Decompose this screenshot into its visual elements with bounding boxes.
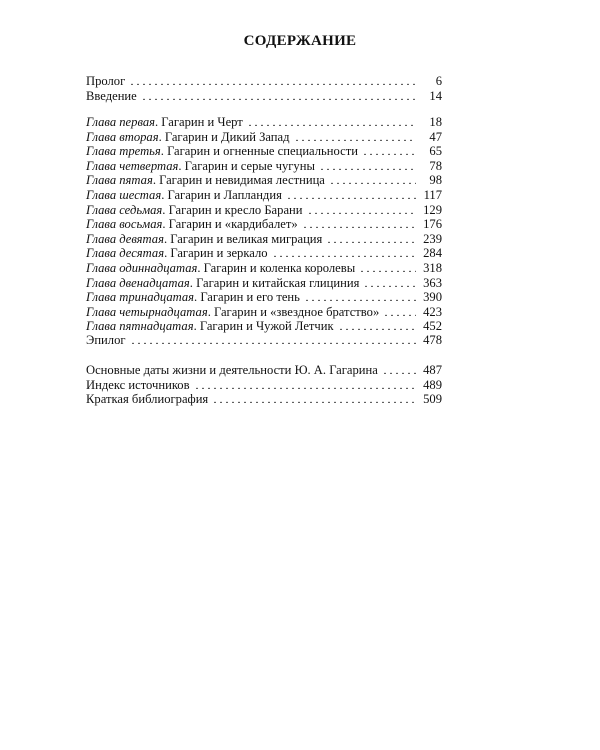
toc-entry-epilogue — [86, 333, 442, 348]
entry-title: Глава одиннадцатая. Гагарин и коленка королевы — [86, 260, 356, 275]
chapter-prefix: Глава первая — [86, 115, 155, 129]
leader-dots — [363, 277, 416, 287]
toc-entry-prologue — [86, 74, 442, 89]
entry-title: Глава восьмая. Гагарин и «кардибалет» — [86, 217, 298, 232]
entry-title: Глава первая. Гагарин и Черт — [86, 115, 243, 129]
leader-dots — [307, 204, 416, 214]
entry-title: Глава тринадцатая. Гагарин и его тень — [86, 290, 300, 305]
entry-title: Основные даты жизни и деятельности Ю. А. Гагарина — [86, 363, 378, 377]
chapter-prefix: Глава вторая — [86, 129, 159, 144]
entry-title: Глава седьмая. Гагарин и кресло Барани — [86, 202, 303, 217]
entry-title: Глава девятая. Гагарин и великая миграция — [86, 231, 323, 246]
leader-dots — [338, 320, 416, 330]
chapter-title: Гагарин и Дикий Запад — [164, 129, 290, 144]
toc-entry-dates — [86, 363, 442, 378]
entry-title: Индекс источников — [86, 377, 190, 392]
chapter-title: Гагарин и Чужой Летчик — [199, 319, 334, 334]
entry-page: 18 — [429, 115, 442, 129]
toc-entry-bibliography — [86, 392, 442, 407]
entry-page: 98 — [429, 173, 442, 188]
chapter-title: Гагарин и зеркало — [170, 246, 268, 261]
chapter-prefix: Глава десятая — [86, 246, 165, 261]
chapter-prefix: Глава третья — [86, 144, 161, 159]
chapter-title: Гагарин и его тень — [200, 290, 300, 305]
entry-title: Глава третья. Гагарин и огненные специальности — [86, 144, 358, 159]
toc-entry-chapter-9 — [86, 232, 442, 247]
leader-dots — [247, 116, 416, 126]
toc-entry-chapter-3 — [86, 144, 442, 159]
leader-dots — [383, 306, 416, 316]
chapter-title: Гагарин и коленка королевы — [203, 260, 356, 275]
leader-dots — [129, 75, 416, 85]
leader-dots — [304, 291, 416, 301]
entry-page: 423 — [423, 304, 442, 319]
chapter-prefix: Глава четырнадцатая — [86, 304, 208, 319]
toc-entry-chapter-8 — [86, 217, 442, 232]
leader-dots — [294, 131, 416, 141]
leader-dots — [382, 364, 416, 374]
chapter-prefix: Глава девятая — [86, 231, 164, 246]
toc-entry-chapter-14 — [86, 305, 442, 320]
chapter-prefix: Глава шестая — [86, 187, 162, 202]
chapter-title: Гагарин и китайская глициния — [196, 275, 360, 290]
chapter-prefix: Глава пятая — [86, 173, 153, 188]
leader-dots — [329, 174, 416, 184]
toc-entry-source-index — [86, 378, 442, 393]
chapter-title: Гагарин и великая миграция — [170, 231, 323, 246]
entry-title: Краткая библиография — [86, 392, 209, 407]
entry-title: Глава вторая. Гагарин и Дикий Запад — [86, 129, 290, 144]
entry-page: 363 — [423, 275, 442, 290]
entry-title: Глава двенадцатая. Гагарин и китайская глициния — [86, 275, 360, 290]
toc-entry-introduction — [86, 89, 442, 104]
entry-page: 129 — [423, 202, 442, 217]
entry-page: 284 — [423, 246, 442, 261]
entry-title: Глава четырнадцатая. Гагарин и «звездное братство» — [86, 304, 380, 319]
leader-dots — [130, 334, 416, 344]
entry-page: 509 — [423, 392, 442, 407]
entry-page: 78 — [429, 158, 442, 173]
leader-dots — [319, 160, 416, 170]
entry-title: Глава четвертая. Гагарин и серые чугуны — [86, 158, 315, 173]
chapter-title: Гагарин и Лапландия — [167, 187, 282, 202]
toc-epilogue — [86, 333, 442, 348]
toc-entry-chapter-4 — [86, 159, 442, 174]
toc-entry-chapter-12 — [86, 276, 442, 291]
entry-page: 487 — [423, 363, 442, 377]
chapter-title: Гагарин и серые чугуны — [184, 158, 315, 173]
leader-dots — [212, 393, 416, 403]
entry-page: 65 — [429, 144, 442, 159]
entry-page: 452 — [423, 319, 442, 334]
chapter-title: Гагарин и огненные специальности — [167, 144, 358, 159]
toc-entry-chapter-15 — [86, 319, 442, 334]
leader-dots — [141, 90, 416, 100]
leader-dots — [272, 247, 416, 257]
toc-entry-chapter-11 — [86, 261, 442, 276]
entry-page: 14 — [429, 88, 442, 103]
entry-page: 390 — [423, 290, 442, 305]
entry-title: Пролог — [86, 74, 126, 88]
toc-chapters — [86, 115, 442, 334]
chapter-title: Гагарин и невидимая лестница — [159, 173, 325, 188]
chapter-prefix: Глава четвертая — [86, 158, 179, 173]
entry-title: Эпилог — [86, 333, 126, 347]
chapter-prefix: Глава пятнадцатая — [86, 319, 194, 334]
leader-dots — [326, 233, 416, 243]
entry-page: 117 — [423, 187, 442, 202]
chapter-prefix: Глава одиннадцатая — [86, 260, 198, 275]
entry-page: 6 — [435, 74, 442, 88]
toc-entry-chapter-2 — [86, 130, 442, 145]
leader-dots — [286, 189, 416, 199]
entry-title: Введение — [86, 88, 137, 103]
chapter-prefix: Глава седьмая — [86, 202, 163, 217]
leader-dots — [194, 379, 416, 389]
entry-page: 239 — [423, 231, 442, 246]
toc-front-matter — [86, 74, 442, 103]
chapter-prefix: Глава двенадцатая — [86, 275, 190, 290]
leader-dots — [362, 145, 416, 155]
entry-page: 318 — [423, 260, 442, 275]
entry-page: 47 — [429, 129, 442, 144]
entry-page: 489 — [423, 377, 442, 392]
leader-dots — [302, 218, 416, 228]
chapter-title: Гагарин и «кардибалет» — [168, 217, 298, 232]
toc-back-matter — [86, 363, 442, 407]
chapter-prefix: Глава восьмая — [86, 217, 163, 232]
entry-page: 176 — [423, 217, 442, 232]
toc-entry-chapter-1 — [86, 115, 442, 130]
chapter-title: Гагарин и кресло Барани — [168, 202, 303, 217]
toc-entry-chapter-5 — [86, 173, 442, 188]
toc-entry-chapter-10 — [86, 246, 442, 261]
chapter-prefix: Глава тринадцатая — [86, 290, 195, 305]
entry-title: Глава десятая. Гагарин и зеркало — [86, 246, 268, 261]
toc-entry-chapter-6 — [86, 188, 442, 203]
leader-dots — [359, 262, 416, 272]
toc-entry-chapter-7 — [86, 203, 442, 218]
chapter-title: Гагарин и «звездное братство» — [213, 304, 380, 319]
entry-page: 478 — [423, 333, 442, 347]
entry-title: Глава пятая. Гагарин и невидимая лестница — [86, 173, 325, 188]
entry-title: Глава пятнадцатая. Гагарин и Чужой Летчик — [86, 319, 334, 334]
chapter-title: Гагарин и Черт — [161, 115, 243, 129]
toc-entry-chapter-13 — [86, 290, 442, 305]
entry-title: Глава шестая. Гагарин и Лапландия — [86, 187, 282, 202]
page-title: СОДЕРЖАНИЕ — [243, 33, 357, 49]
